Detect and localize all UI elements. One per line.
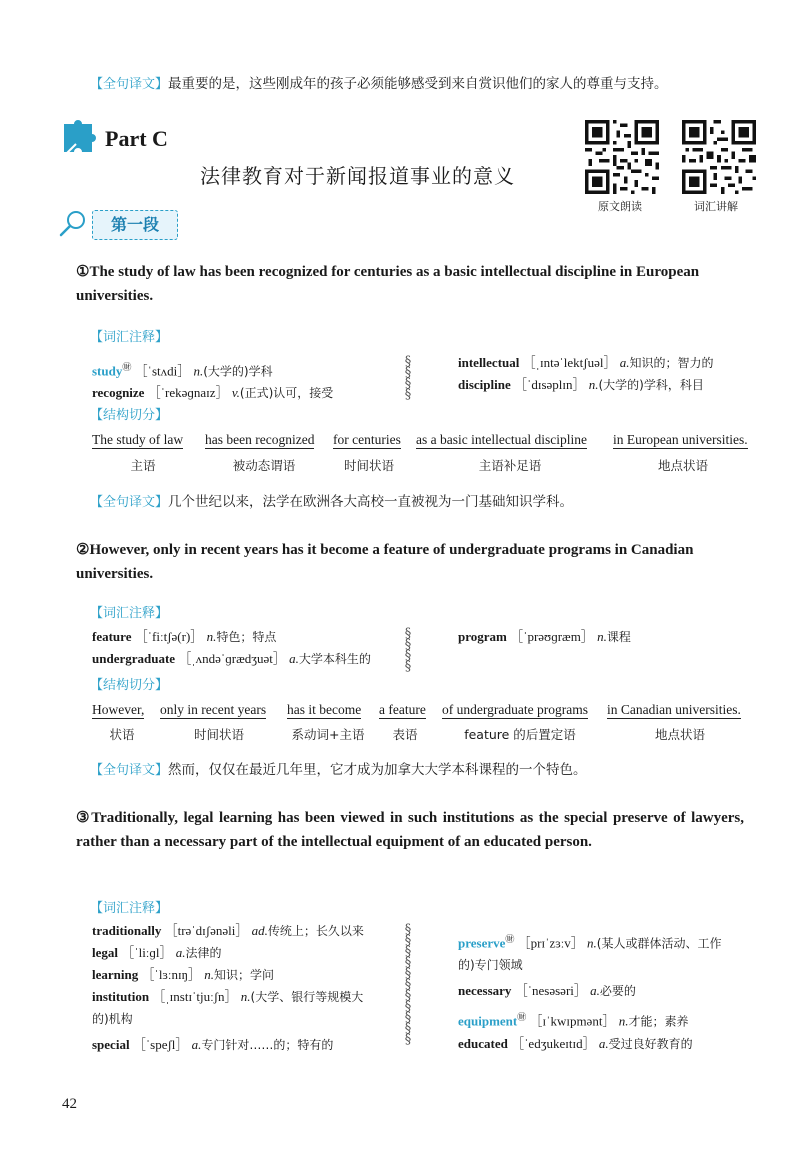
segment-label: 地点状语 — [657, 458, 708, 473]
translation-text: 最重要的是，这些刚成年的孩子必须能够感受到来自赏识他们的家人的尊重与支持。 — [168, 76, 668, 92]
vocab-entry: preserve㊖ ［prɪˈzɜːv］ n.(某人或群体活动、工作 — [458, 934, 722, 951]
vocab-right-2 — [458, 626, 631, 648]
segment-label: 表语 — [392, 727, 418, 742]
vocab-entry: legal ［ˈliːɡl］ a.法律的 — [92, 945, 222, 960]
segment: a feature — [379, 702, 426, 717]
segment: in Canadian universities. — [607, 702, 741, 717]
translation-2: 【全句译文】然而，仅仅在最近几年里，它才成为加拿大大学本科课程的一个特色。 — [90, 762, 587, 778]
segment: as a basic intellectual discipline — [416, 432, 587, 447]
translation-1: 【全句译文】几个世纪以来，法学在欧洲各大高校一直被视为一门基础知识学科。 — [90, 494, 574, 510]
vocab-entry: feature ［ˈfiːtʃə(r)］ n.特色；特点 — [92, 629, 277, 644]
article-title: 法律教育对于新闻报道事业的意义 — [200, 164, 515, 188]
vocab-right-1 — [458, 352, 714, 396]
part-title: Part C — [105, 126, 168, 151]
sentence-3 — [76, 806, 744, 854]
vocab-label-3: 【词汇注释】 — [90, 901, 169, 916]
segment-label: 地点状语 — [654, 727, 705, 742]
segment-label: 状语 — [109, 727, 135, 742]
vocab-entry: special ［ˈspeʃl］ a.专门针对……的；特有的 — [92, 1037, 334, 1052]
translation-tag: 【全句译文】 — [90, 77, 169, 92]
vocab-entry: program ［ˈprəʊɡræm］ n.课程 — [458, 629, 631, 644]
squiggle-divider: § § § § § § § § § § § — [404, 922, 412, 1047]
vocab-label-1: 【词汇注释】 — [90, 330, 169, 345]
vocab-entry: undergraduate ［ˌʌndəˈɡrædʒuət］ a.大学本科生的 — [92, 651, 371, 666]
vocab-entry: learning ［ˈlɜːnɪŋ］ n.知识；学问 — [92, 967, 275, 982]
vocab-left-1 — [92, 356, 333, 404]
translation-2-text: 然而，仅仅在最近几年里，它才成为加拿大大学本科课程的一个特色。 — [168, 762, 587, 778]
vocab-entry: recognize ［ˈrekəɡnaɪz］ v.(正式)认可，接受 — [92, 385, 334, 401]
puzzle-icon — [60, 118, 100, 158]
qr-label-vocab: 词汇讲解 — [694, 200, 738, 213]
segment-label: 时间状语 — [343, 458, 394, 473]
structure-label-2: 【结构切分】 — [90, 678, 169, 693]
sentence-3-text: Traditionally, legal learning has been viewed in such institutions as the special preserve of lawyers, rather than a necessary part of the intellectual equipment of an educated person. — [76, 810, 745, 850]
structure-label-1: 【结构切分】 — [90, 408, 169, 423]
qr-code-vocab[interactable] — [682, 120, 756, 194]
vocab-entry: 的)机构 — [92, 1012, 133, 1026]
vocab-entry: necessary ［ˈnesəsəri］ a.必要的 — [458, 983, 636, 999]
sentence-2-num: ② — [76, 542, 90, 558]
segment: has been recognized — [205, 432, 315, 447]
squiggle-divider: § § § § — [404, 626, 412, 674]
section-label: 第一段 — [92, 210, 178, 240]
segment: The study of law — [92, 432, 184, 447]
segment: for centuries — [333, 432, 401, 447]
top-translation — [90, 72, 770, 92]
segment-label: 时间状语 — [193, 727, 244, 742]
sentence-1-num: ① — [76, 264, 90, 280]
vocab-left-2 — [92, 626, 371, 670]
qr-label-reading: 原文朗读 — [598, 200, 642, 213]
segment-label: 主语 — [130, 458, 156, 473]
vocab-right-3 — [458, 928, 721, 1055]
segment: However, — [92, 702, 145, 717]
segment-label: 主语补足语 — [478, 458, 542, 473]
vocab-entry: educated ［ˈedʒukeɪtɪd］ a.受过良好教育的 — [458, 1035, 693, 1051]
magnifier-icon — [58, 208, 88, 238]
segment: has it become — [287, 702, 362, 717]
segment-label: 被动态谓语 — [232, 458, 296, 473]
vocab-entry: intellectual ［ˌɪntəˈlektʃuəl］ a.知识的；智力的 — [458, 355, 714, 370]
segment-label: 系动词+主语 — [291, 727, 365, 742]
vocab-entry: traditionally ［trəˈdɪʃənəli］ ad.传统上；长久以来 — [92, 923, 364, 938]
vocab-entry: equipment㊖ ［ɪˈkwɪpmənt］ n.才能；素养 — [458, 1012, 689, 1029]
translation-1-text: 几个世纪以来，法学在欧洲各大高校一直被视为一门基础知识学科。 — [168, 494, 574, 510]
qr-code-reading[interactable] — [585, 120, 659, 194]
segment: in European universities. — [613, 432, 748, 447]
page-number: 42 — [62, 1096, 77, 1112]
segment: of undergraduate programs — [442, 702, 588, 717]
squiggle-divider: § § § § — [404, 354, 412, 402]
sentence-1 — [76, 260, 746, 308]
vocab-left-3 — [92, 920, 364, 1056]
segment: only in recent years — [160, 702, 267, 717]
segment-label: feature 的后置定语 — [464, 727, 576, 742]
vocab-entry: 的)专门领域 — [458, 958, 523, 973]
vocab-label-2: 【词汇注释】 — [90, 606, 169, 621]
sentence-1-text: The study of law has been recognized for centuries as a basic intellectual discipline in European universities. — [76, 264, 700, 304]
vocab-entry: study㊖ ［ˈstʌdi］ n.(大学的)学科 — [92, 362, 273, 379]
sentence-3-num: ③ — [76, 810, 92, 826]
sentence-2-text: However, only in recent years has it become a feature of undergraduate programs in Canadian universities. — [76, 542, 694, 582]
vocab-entry: discipline ［ˈdɪsəplɪn］ n.(大学的)学科，科目 — [458, 377, 704, 392]
sentence-2 — [76, 538, 746, 586]
vocab-entry: institution ［ˌɪnstɪˈtjuːʃn］ n.(大学、银行等规模大 — [92, 989, 364, 1004]
